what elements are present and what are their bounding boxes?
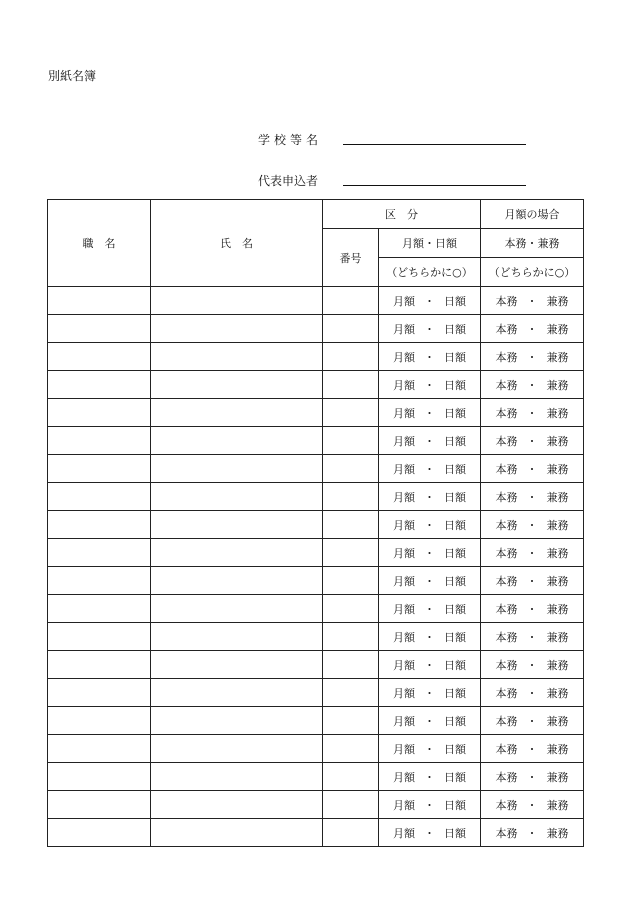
job-title-cell[interactable] — [48, 371, 151, 399]
table-row — [48, 819, 584, 847]
option-separator: ・ — [526, 406, 538, 420]
option-concurrent[interactable]: 兼務 — [546, 490, 569, 504]
job-title-cell[interactable] — [48, 567, 151, 595]
number-cell[interactable] — [323, 623, 379, 651]
option-separator: ・ — [424, 742, 435, 756]
name-cell[interactable] — [151, 763, 323, 791]
number-cell[interactable] — [323, 427, 379, 455]
option-separator: ・ — [526, 518, 538, 532]
option-separator: ・ — [424, 630, 435, 644]
option-daily[interactable]: 日額 — [444, 378, 466, 392]
representative-field — [0, 172, 630, 192]
number-cell[interactable] — [323, 679, 379, 707]
option-separator: ・ — [424, 490, 435, 504]
monthly-daily-cell[interactable] — [379, 567, 481, 595]
number-cell[interactable] — [323, 455, 379, 483]
option-daily[interactable]: 日額 — [444, 798, 466, 812]
name-cell[interactable] — [151, 511, 323, 539]
representative-input-line[interactable] — [343, 185, 526, 186]
number-cell[interactable] — [323, 287, 379, 315]
main-concurrent-cell[interactable] — [481, 623, 584, 651]
option-separator: ・ — [526, 658, 538, 672]
table-row — [48, 679, 584, 707]
monthly-daily-cell[interactable] — [379, 791, 481, 819]
main-concurrent-cell[interactable] — [481, 511, 584, 539]
option-monthly[interactable]: 月額 — [393, 826, 415, 840]
school-name-label: 学校等名 — [257, 133, 322, 147]
table-row — [48, 427, 584, 455]
option-main[interactable]: 本務 — [495, 294, 518, 308]
option-daily[interactable]: 日額 — [444, 518, 466, 532]
main-concurrent-cell[interactable] — [481, 651, 584, 679]
table-row — [48, 371, 584, 399]
option-main[interactable]: 本務 — [495, 686, 518, 700]
option-separator: ・ — [424, 462, 435, 476]
main-concurrent-cell[interactable] — [481, 371, 584, 399]
job-title-cell[interactable] — [48, 483, 151, 511]
main-concurrent-cell[interactable] — [481, 595, 584, 623]
number-cell[interactable] — [323, 735, 379, 763]
option-main[interactable]: 本務 — [495, 434, 518, 448]
option-concurrent[interactable]: 兼務 — [546, 322, 569, 336]
name-cell[interactable] — [151, 399, 323, 427]
school-name-input-line[interactable] — [343, 144, 526, 145]
header-monthly-daily-note: （どちらかに○） — [379, 258, 481, 287]
option-daily[interactable]: 日額 — [444, 462, 466, 476]
monthly-daily-cell[interactable] — [379, 707, 481, 735]
number-cell[interactable] — [323, 399, 379, 427]
monthly-daily-cell[interactable] — [379, 315, 481, 343]
option-daily[interactable]: 日額 — [444, 406, 466, 420]
option-separator: ・ — [424, 378, 435, 392]
name-cell[interactable] — [151, 567, 323, 595]
name-cell[interactable] — [151, 371, 323, 399]
table-row — [48, 455, 584, 483]
option-concurrent[interactable]: 兼務 — [546, 686, 569, 700]
number-cell[interactable] — [323, 595, 379, 623]
main-concurrent-cell[interactable] — [481, 735, 584, 763]
option-separator: ・ — [424, 406, 435, 420]
option-monthly[interactable]: 月額 — [393, 770, 415, 784]
option-main[interactable]: 本務 — [495, 574, 518, 588]
option-main[interactable]: 本務 — [495, 406, 518, 420]
name-cell[interactable] — [151, 651, 323, 679]
job-title-cell[interactable] — [48, 651, 151, 679]
option-concurrent[interactable]: 兼務 — [546, 574, 569, 588]
option-monthly[interactable]: 月額 — [393, 406, 415, 420]
roster-table — [47, 199, 584, 847]
number-cell[interactable] — [323, 315, 379, 343]
option-concurrent[interactable]: 兼務 — [546, 462, 569, 476]
option-monthly[interactable]: 月額 — [393, 322, 415, 336]
option-concurrent[interactable]: 兼務 — [546, 770, 569, 784]
monthly-daily-cell[interactable] — [379, 623, 481, 651]
job-title-cell[interactable] — [48, 623, 151, 651]
name-cell[interactable] — [151, 287, 323, 315]
option-monthly[interactable]: 月額 — [393, 630, 415, 644]
job-title-cell[interactable] — [48, 791, 151, 819]
monthly-daily-cell[interactable] — [379, 287, 481, 315]
job-title-cell[interactable] — [48, 315, 151, 343]
option-separator: ・ — [424, 434, 435, 448]
document-title: 別紙名簿 — [48, 69, 97, 83]
job-title-cell[interactable] — [48, 427, 151, 455]
option-concurrent[interactable]: 兼務 — [546, 434, 569, 448]
option-monthly[interactable]: 月額 — [393, 686, 415, 700]
main-concurrent-cell[interactable] — [481, 287, 584, 315]
main-concurrent-cell[interactable] — [481, 567, 584, 595]
option-daily[interactable]: 日額 — [444, 630, 466, 644]
option-monthly[interactable]: 月額 — [393, 462, 415, 476]
option-separator: ・ — [424, 686, 435, 700]
option-concurrent[interactable]: 兼務 — [546, 546, 569, 560]
monthly-daily-cell[interactable] — [379, 595, 481, 623]
number-cell[interactable] — [323, 539, 379, 567]
option-main[interactable]: 本務 — [495, 546, 518, 560]
option-monthly[interactable]: 月額 — [393, 434, 415, 448]
header-main-concurrent: 本務・兼務 — [481, 229, 584, 258]
table-row — [48, 651, 584, 679]
option-main[interactable]: 本務 — [495, 630, 518, 644]
option-separator: ・ — [526, 434, 538, 448]
job-title-cell[interactable] — [48, 735, 151, 763]
option-daily[interactable]: 日額 — [444, 770, 466, 784]
number-cell[interactable] — [323, 791, 379, 819]
monthly-daily-cell[interactable] — [379, 427, 481, 455]
option-separator: ・ — [424, 826, 435, 840]
number-cell[interactable] — [323, 343, 379, 371]
name-cell[interactable] — [151, 539, 323, 567]
option-monthly[interactable]: 月額 — [393, 378, 415, 392]
job-title-cell[interactable] — [48, 819, 151, 847]
option-concurrent[interactable]: 兼務 — [546, 826, 569, 840]
job-title-cell[interactable] — [48, 511, 151, 539]
header-monthly-daily: 月額・日額 — [379, 229, 481, 258]
option-monthly[interactable]: 月額 — [393, 350, 415, 364]
job-title-cell[interactable] — [48, 287, 151, 315]
header-category: 区 分 — [323, 200, 481, 229]
option-separator: ・ — [526, 798, 538, 812]
option-main[interactable]: 本務 — [495, 462, 518, 476]
main-concurrent-cell[interactable] — [481, 427, 584, 455]
option-separator: ・ — [424, 294, 435, 308]
name-cell[interactable] — [151, 707, 323, 735]
number-cell[interactable] — [323, 763, 379, 791]
option-concurrent[interactable]: 兼務 — [546, 294, 569, 308]
option-separator: ・ — [424, 574, 435, 588]
option-monthly[interactable]: 月額 — [393, 518, 415, 532]
main-concurrent-cell[interactable] — [481, 791, 584, 819]
option-monthly[interactable]: 月額 — [393, 294, 415, 308]
number-cell[interactable] — [323, 819, 379, 847]
option-daily[interactable]: 日額 — [444, 574, 466, 588]
option-main[interactable]: 本務 — [495, 322, 518, 336]
option-separator: ・ — [526, 770, 538, 784]
number-cell[interactable] — [323, 707, 379, 735]
option-main[interactable]: 本務 — [495, 798, 518, 812]
option-daily[interactable]: 日額 — [444, 350, 466, 364]
option-separator: ・ — [526, 630, 538, 644]
name-cell[interactable] — [151, 735, 323, 763]
option-concurrent[interactable]: 兼務 — [546, 658, 569, 672]
option-monthly[interactable]: 月額 — [393, 490, 415, 504]
option-daily[interactable]: 日額 — [444, 322, 466, 336]
main-concurrent-cell[interactable] — [481, 455, 584, 483]
name-cell[interactable] — [151, 427, 323, 455]
option-monthly[interactable]: 月額 — [393, 658, 415, 672]
job-title-cell[interactable] — [48, 343, 151, 371]
table-row — [48, 791, 584, 819]
roster-body — [48, 287, 584, 847]
option-main[interactable]: 本務 — [495, 518, 518, 532]
name-cell[interactable] — [151, 595, 323, 623]
option-separator: ・ — [526, 714, 538, 728]
main-concurrent-cell[interactable] — [481, 819, 584, 847]
option-concurrent[interactable]: 兼務 — [546, 630, 569, 644]
job-title-cell[interactable] — [48, 707, 151, 735]
job-title-cell[interactable] — [48, 539, 151, 567]
option-daily[interactable]: 日額 — [444, 686, 466, 700]
option-separator: ・ — [424, 518, 435, 532]
school-name-field — [0, 131, 630, 151]
option-daily[interactable]: 日額 — [444, 294, 466, 308]
option-separator: ・ — [526, 546, 538, 560]
table-row — [48, 399, 584, 427]
table-row — [48, 315, 584, 343]
option-daily[interactable]: 日額 — [444, 490, 466, 504]
main-concurrent-cell[interactable] — [481, 483, 584, 511]
option-separator: ・ — [526, 742, 538, 756]
option-separator: ・ — [526, 574, 538, 588]
monthly-daily-cell[interactable] — [379, 651, 481, 679]
option-separator: ・ — [424, 546, 435, 560]
monthly-daily-cell[interactable] — [379, 511, 481, 539]
option-monthly[interactable]: 月額 — [393, 546, 415, 560]
main-concurrent-cell[interactable] — [481, 315, 584, 343]
representative-label: 代表申込者 — [257, 174, 318, 188]
option-separator: ・ — [424, 770, 435, 784]
header-monthly-case: 月額の場合 — [481, 200, 584, 229]
name-cell[interactable] — [151, 623, 323, 651]
name-cell[interactable] — [151, 343, 323, 371]
option-concurrent[interactable]: 兼務 — [546, 378, 569, 392]
header-main-concurrent-note: （どちらかに○） — [481, 258, 584, 287]
option-separator: ・ — [526, 294, 538, 308]
option-main[interactable]: 本務 — [495, 378, 518, 392]
job-title-cell[interactable] — [48, 455, 151, 483]
name-cell[interactable] — [151, 315, 323, 343]
monthly-daily-cell[interactable] — [379, 735, 481, 763]
option-separator: ・ — [526, 490, 538, 504]
monthly-daily-cell[interactable] — [379, 343, 481, 371]
main-concurrent-cell[interactable] — [481, 763, 584, 791]
header-job-title: 職 名 — [48, 200, 151, 287]
monthly-daily-cell[interactable] — [379, 483, 481, 511]
number-cell[interactable] — [323, 483, 379, 511]
option-daily[interactable]: 日額 — [444, 602, 466, 616]
option-separator: ・ — [424, 798, 435, 812]
monthly-daily-cell[interactable] — [379, 371, 481, 399]
option-daily[interactable]: 日額 — [444, 714, 466, 728]
table-row — [48, 763, 584, 791]
main-concurrent-cell[interactable] — [481, 399, 584, 427]
option-monthly[interactable]: 月額 — [393, 574, 415, 588]
option-concurrent[interactable]: 兼務 — [546, 518, 569, 532]
job-title-cell[interactable] — [48, 595, 151, 623]
option-separator: ・ — [526, 462, 538, 476]
option-monthly[interactable]: 月額 — [393, 798, 415, 812]
monthly-daily-cell[interactable] — [379, 539, 481, 567]
monthly-daily-cell[interactable] — [379, 763, 481, 791]
name-cell[interactable] — [151, 679, 323, 707]
monthly-daily-cell[interactable] — [379, 819, 481, 847]
main-concurrent-cell[interactable] — [481, 707, 584, 735]
job-title-cell[interactable] — [48, 679, 151, 707]
option-daily[interactable]: 日額 — [444, 658, 466, 672]
option-monthly[interactable]: 月額 — [393, 602, 415, 616]
option-separator: ・ — [424, 602, 435, 616]
number-cell[interactable] — [323, 511, 379, 539]
option-concurrent[interactable]: 兼務 — [546, 602, 569, 616]
table-row — [48, 735, 584, 763]
table-row — [48, 623, 584, 651]
option-concurrent[interactable]: 兼務 — [546, 350, 569, 364]
name-cell[interactable] — [151, 483, 323, 511]
number-cell[interactable] — [323, 371, 379, 399]
option-separator: ・ — [526, 686, 538, 700]
main-concurrent-cell[interactable] — [481, 539, 584, 567]
option-monthly[interactable]: 月額 — [393, 742, 415, 756]
table-row — [48, 511, 584, 539]
option-main[interactable]: 本務 — [495, 770, 518, 784]
option-separator: ・ — [424, 322, 435, 336]
option-daily[interactable]: 日額 — [444, 546, 466, 560]
number-cell[interactable] — [323, 567, 379, 595]
option-main[interactable]: 本務 — [495, 826, 518, 840]
option-separator: ・ — [424, 658, 435, 672]
job-title-cell[interactable] — [48, 399, 151, 427]
option-separator: ・ — [424, 350, 435, 364]
monthly-daily-cell[interactable] — [379, 679, 481, 707]
header-number: 番号 — [323, 229, 379, 287]
option-daily[interactable]: 日額 — [444, 434, 466, 448]
option-monthly[interactable]: 月額 — [393, 714, 415, 728]
table-row — [48, 707, 584, 735]
option-main[interactable]: 本務 — [495, 658, 518, 672]
table-row — [48, 483, 584, 511]
option-separator: ・ — [526, 378, 538, 392]
main-concurrent-cell[interactable] — [481, 343, 584, 371]
job-title-cell[interactable] — [48, 763, 151, 791]
number-cell[interactable] — [323, 651, 379, 679]
table-row — [48, 567, 584, 595]
option-main[interactable]: 本務 — [495, 602, 518, 616]
option-concurrent[interactable]: 兼務 — [546, 742, 569, 756]
option-separator: ・ — [424, 714, 435, 728]
table-row — [48, 287, 584, 315]
option-main[interactable]: 本務 — [495, 350, 518, 364]
option-separator: ・ — [526, 826, 538, 840]
option-main[interactable]: 本務 — [495, 490, 518, 504]
name-cell[interactable] — [151, 819, 323, 847]
option-daily[interactable]: 日額 — [444, 742, 466, 756]
table-row — [48, 595, 584, 623]
option-concurrent[interactable]: 兼務 — [546, 714, 569, 728]
option-separator: ・ — [526, 322, 538, 336]
header-name: 氏 名 — [151, 200, 323, 287]
option-concurrent[interactable]: 兼務 — [546, 798, 569, 812]
option-separator: ・ — [526, 602, 538, 616]
table-row — [48, 343, 584, 371]
option-daily[interactable]: 日額 — [444, 826, 466, 840]
option-concurrent[interactable]: 兼務 — [546, 406, 569, 420]
name-cell[interactable] — [151, 791, 323, 819]
main-concurrent-cell[interactable] — [481, 679, 584, 707]
table-row — [48, 539, 584, 567]
monthly-daily-cell[interactable] — [379, 455, 481, 483]
monthly-daily-cell[interactable] — [379, 399, 481, 427]
option-separator: ・ — [526, 350, 538, 364]
option-main[interactable]: 本務 — [495, 714, 518, 728]
name-cell[interactable] — [151, 455, 323, 483]
option-main[interactable]: 本務 — [495, 742, 518, 756]
